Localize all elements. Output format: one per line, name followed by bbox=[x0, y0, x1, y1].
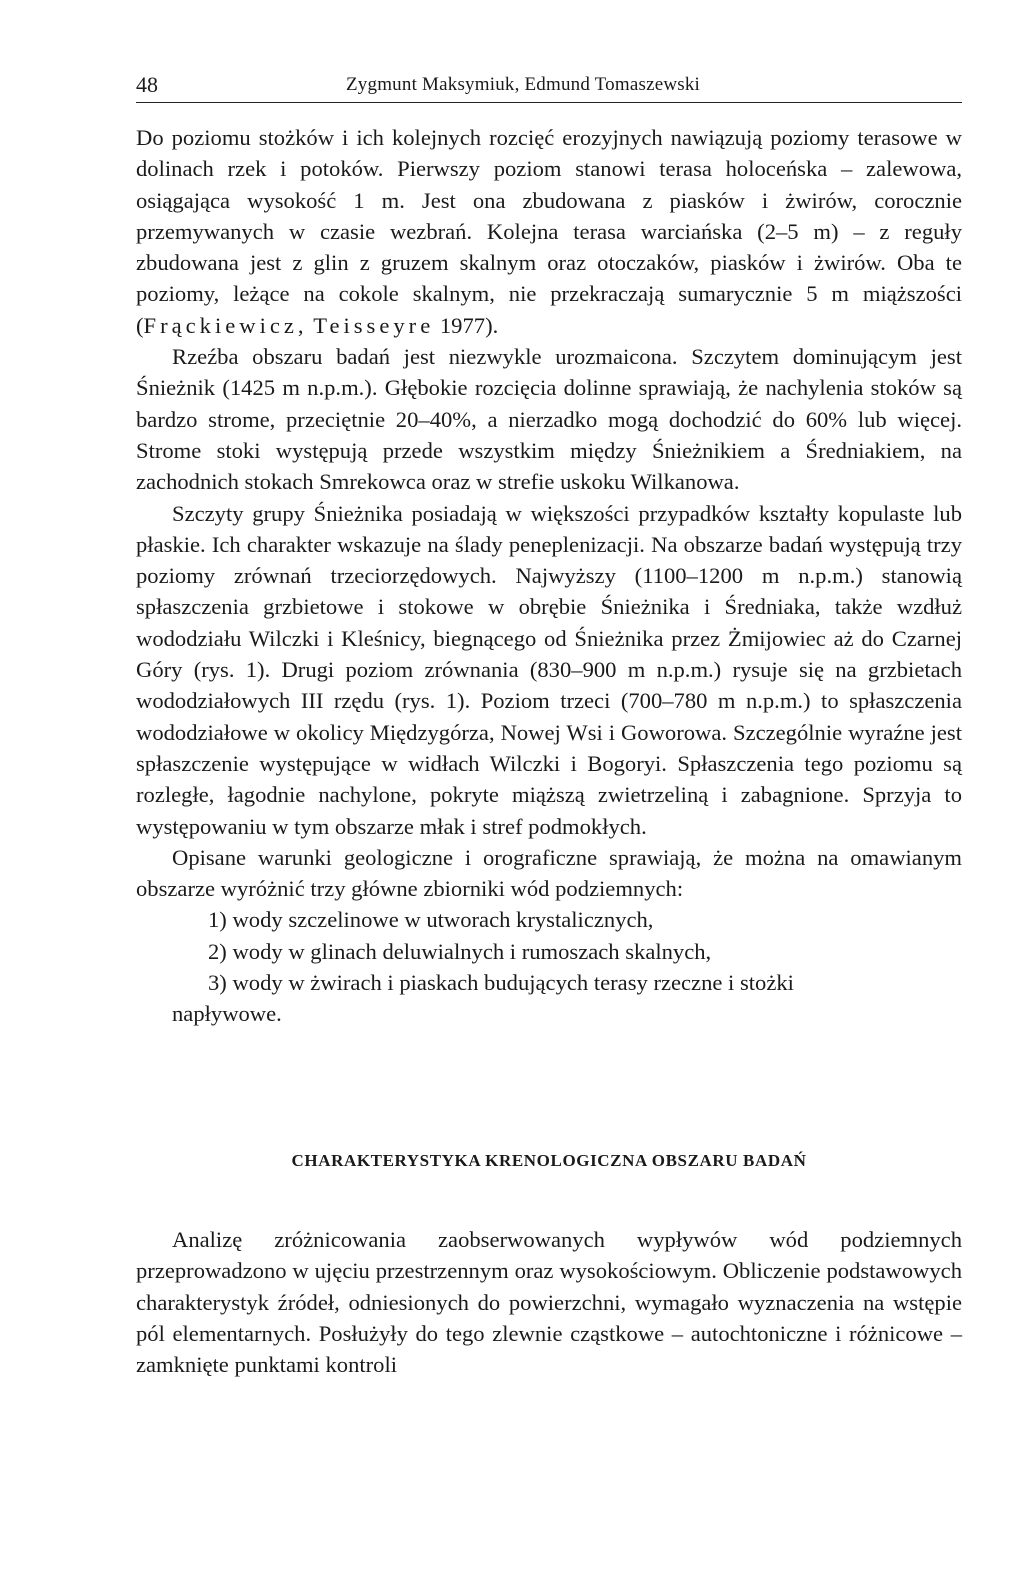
paragraph-2: Rzeźba obszaru badań jest niezwykle urozmaicona. Szczytem dominującym jest Śnieżnik (1425 m n.p.m.). Głębokie rozcięcia dolinne sprawiają, że nachylenia stoków są bardzo strome, przeciętnie 20–40%, a nierzadko mogą dochodzić do 60% lub więcej. Strome stoki występują przede wszystkim między Śnieżnikiem a Średniakiem, na zachodnich stokach Smrekowca oraz w strefie uskoku Wilkanowa. bbox=[136, 344, 962, 495]
citation-year: 1977). bbox=[434, 312, 499, 338]
citation-author-1: Frąckiewicz, bbox=[143, 312, 308, 338]
page-header bbox=[136, 70, 962, 103]
paragraph-3: Szczyty grupy Śnieżnika posiadają w większości przypadków kształty kopulaste lub płaskie. Ich charakter wskazuje na ślady peneplenizacji. Na obszarze badań występują trzy poziomy zrównań trzeciorzędowych. Najwyższy (1100–1200 m n.p.m.) stanowią spłaszczenia grzbietowe i stokowe w obrębie Śnieżnika i Średniaka, także wzdłuż wododziału Wilczki i Kleśnicy, biegnącego od Śnieżnika przez Żmijowiec aż do Czarnej Góry (rys. 1). Drugi poziom zrównania (830–900 m n.p.m.) rysuje się na grzbietach wododziałowych III rzędu (rys. 1). Poziom trzeci (700–780 m n.p.m.) to spłaszczenia wododziałowe w okolicy Międzygórza, Nowej Wsi i Goworowa. Szczególnie wyraźne jest spłaszczenie występujące w widłach Wilczki i Bogoryi. Spłaszczenia tego poziomu są rozległe, łagodnie nachylone, pokryte miąższą zwietrzeliną i zabagnione. Sprzyja to występowaniu w tym obszarze młak i stref podmokłych. bbox=[136, 500, 962, 839]
paragraph-1-text: Do poziomu stożków i ich kolejnych rozcięć erozyjnych nawiązują poziomy terasowe w dolinach rzek i potoków. Pierwszy poziom stanowi terasa holoceńska – zalewowa, osiągająca wysokość 1 m. Jest ona zbudowana z piasków i żwirów, corocznie przemywanych w czasie wezbrań. Kolejna terasa warciańska (2–5 m) – z reguły zbudowana jest z glin z gruzem skalnym oraz otoczaków, piasków i żwirów. Oba te poziomy, leżące na cokole skalnym, nie przekraczają sumarycznie 5 m miąższości ( bbox=[136, 125, 962, 338]
list-item: 3) wody w żwirach i piaskach budujących terasy rzeczne i stożki bbox=[208, 970, 794, 996]
section-text bbox=[136, 1224, 962, 1380]
paragraph-1 bbox=[136, 122, 962, 341]
page-number: 48 bbox=[136, 72, 158, 97]
list-item: 1) wody szczelinowe w utworach krystalicznych, bbox=[208, 907, 654, 933]
section-paragraph-1: Analizę zróżnicowania zaobserwowanych wypływów wód podziemnych przeprowadzono w ujęciu przestrzennym oraz wysokościowym. Obliczenie podstawowych charakterystyk źródeł, odniesionych do powierzchni, wymagało wyznaczenia na wstępie pól elementarnych. Posłużyły do tego zlewnie cząstkowe – autochtoniczne i różnicowe – zamknięte punktami kontroli bbox=[136, 1227, 962, 1378]
section-heading: CHARAKTERYSTYKA KRENOLOGICZNA OBSZARU BADAŃ bbox=[291, 1151, 807, 1170]
list-item-continuation: napływowe. bbox=[172, 1001, 282, 1027]
running-head: Zygmunt Maksymiuk, Edmund Tomaszewski bbox=[346, 74, 701, 95]
citation-author-2: Teisseyre bbox=[313, 312, 435, 338]
paragraph-4: Opisane warunki geologiczne i orograficzne sprawiają, że można na omawianym obszarze wyróżnić trzy główne zbiorniki wód podziemnych: bbox=[136, 844, 962, 902]
list-item: 2) wody w glinach deluwialnych i rumoszach skalnych, bbox=[208, 938, 712, 964]
main-text bbox=[136, 122, 962, 1030]
